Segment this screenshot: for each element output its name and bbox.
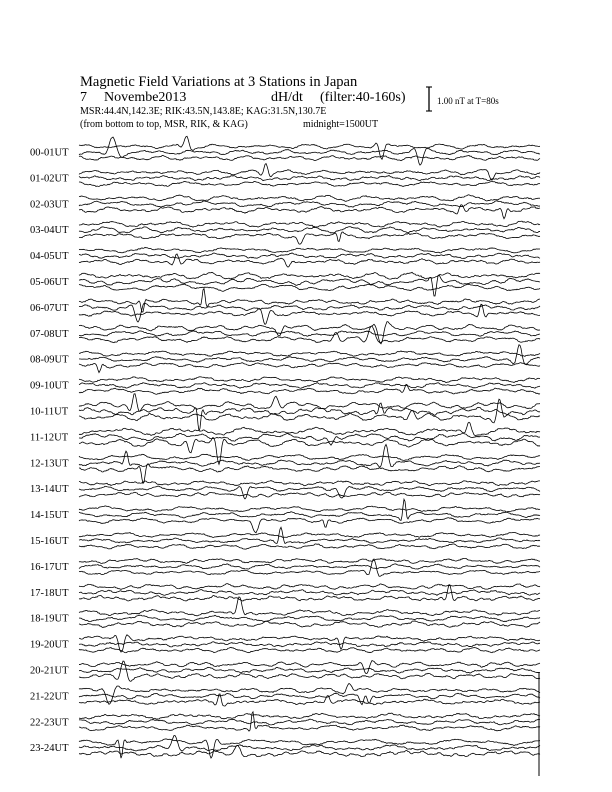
hour-label: 14-15UT bbox=[30, 510, 69, 522]
hour-label: 12-13UT bbox=[30, 458, 69, 470]
hour-label: 21-22UT bbox=[30, 691, 69, 703]
trace-kag bbox=[79, 377, 540, 383]
trace-msr bbox=[79, 559, 540, 576]
trace-rik bbox=[79, 590, 540, 596]
trace-kag bbox=[79, 532, 540, 537]
traces bbox=[79, 136, 540, 758]
trace-kag bbox=[79, 584, 540, 590]
trace-msr bbox=[79, 284, 540, 291]
hour-label: 13-14UT bbox=[30, 484, 69, 496]
trace-msr bbox=[79, 661, 540, 681]
filter-label: (filter:40-160s) bbox=[320, 90, 406, 105]
scale-bar bbox=[426, 87, 432, 111]
trace-rik bbox=[79, 642, 540, 647]
hour-label: 16-17UT bbox=[30, 561, 69, 573]
stations-label: MSR:44.4N,142.3E; RIK:43.5N,143.8E; KAG:31.5N,130.7E bbox=[80, 106, 327, 117]
trace-msr bbox=[79, 437, 540, 464]
trace-rik bbox=[79, 444, 540, 467]
trace-kag bbox=[79, 454, 540, 460]
hour-label: 01-02UT bbox=[30, 173, 69, 185]
hour-label: 07-08UT bbox=[30, 328, 69, 340]
trace-rik bbox=[79, 137, 540, 165]
trace-kag bbox=[79, 713, 540, 719]
trace-kag bbox=[79, 322, 540, 344]
trace-msr bbox=[79, 363, 540, 373]
trace-rik bbox=[79, 615, 540, 622]
trace-rik bbox=[79, 345, 540, 365]
trace-kag bbox=[79, 195, 540, 202]
trace-rik bbox=[79, 175, 540, 180]
order-note: (from bottom to top, MSR, RIK, & KAG) bbox=[80, 119, 248, 130]
hour-label: 11-12UT bbox=[30, 432, 69, 444]
hour-label: 03-04UT bbox=[30, 225, 69, 237]
hour-label: 09-10UT bbox=[30, 380, 69, 392]
hour-label: 10-11UT bbox=[30, 406, 69, 418]
trace-kag bbox=[79, 394, 540, 412]
trace-kag bbox=[79, 506, 540, 512]
hour-label: 15-16UT bbox=[30, 536, 69, 547]
midnight-note: midnight=1500UT bbox=[303, 119, 379, 130]
trace-rik bbox=[79, 564, 540, 569]
trace-msr bbox=[79, 647, 540, 652]
trace-rik bbox=[79, 227, 540, 233]
trace-rik bbox=[79, 667, 540, 673]
chart-title: Magnetic Field Variations at 3 Stations in Japan bbox=[80, 74, 358, 90]
trace-msr bbox=[79, 621, 540, 628]
hour-label: 08-09UT bbox=[30, 354, 69, 366]
trace-kag bbox=[79, 247, 540, 253]
trace-rik bbox=[79, 253, 540, 259]
trace-kag bbox=[79, 221, 540, 227]
trace-rik bbox=[79, 201, 540, 208]
hour-label: 06-07UT bbox=[30, 302, 69, 314]
hour-label: 04-05UT bbox=[30, 251, 69, 263]
trace-rik bbox=[79, 719, 540, 725]
trace-rik bbox=[79, 736, 540, 751]
trace-msr bbox=[79, 181, 540, 187]
trace-msr bbox=[79, 205, 540, 219]
trace-kag bbox=[79, 558, 540, 563]
hour-label: 02-03UT bbox=[30, 199, 69, 211]
hour-labels bbox=[30, 148, 69, 755]
trace-msr bbox=[79, 464, 540, 484]
trace-kag bbox=[79, 480, 540, 485]
trace-msr bbox=[79, 155, 540, 160]
hour-label: 17-18UT bbox=[30, 587, 69, 599]
trace-rik bbox=[79, 433, 540, 445]
hour-label: 18-19UT bbox=[30, 613, 69, 625]
trace-rik bbox=[79, 383, 540, 389]
hour-label: 23-24UT bbox=[30, 743, 69, 755]
trace-rik bbox=[79, 693, 540, 704]
trace-kag bbox=[79, 351, 540, 356]
trace-kag bbox=[79, 683, 540, 704]
trace-kag bbox=[79, 272, 540, 279]
hour-label: 22-23UT bbox=[30, 717, 69, 729]
scale-label: 1.00 nT at T=80s bbox=[437, 96, 499, 106]
trace-msr bbox=[79, 544, 540, 549]
trace-kag bbox=[79, 422, 540, 435]
header bbox=[80, 74, 499, 130]
hour-label: 00-01UT bbox=[30, 147, 69, 159]
hour-label: 20-21UT bbox=[30, 665, 69, 677]
trace-msr bbox=[79, 492, 540, 497]
hour-label: 19-20UT bbox=[30, 639, 69, 651]
trace-msr bbox=[79, 232, 540, 244]
quantity-label: dH/dt bbox=[271, 90, 303, 105]
date-month-year: Novembe2013 bbox=[104, 90, 187, 105]
date-day: 7 bbox=[80, 90, 87, 105]
trace-msr bbox=[79, 518, 540, 533]
hour-label: 05-06UT bbox=[30, 277, 69, 288]
trace-rik bbox=[79, 331, 540, 336]
